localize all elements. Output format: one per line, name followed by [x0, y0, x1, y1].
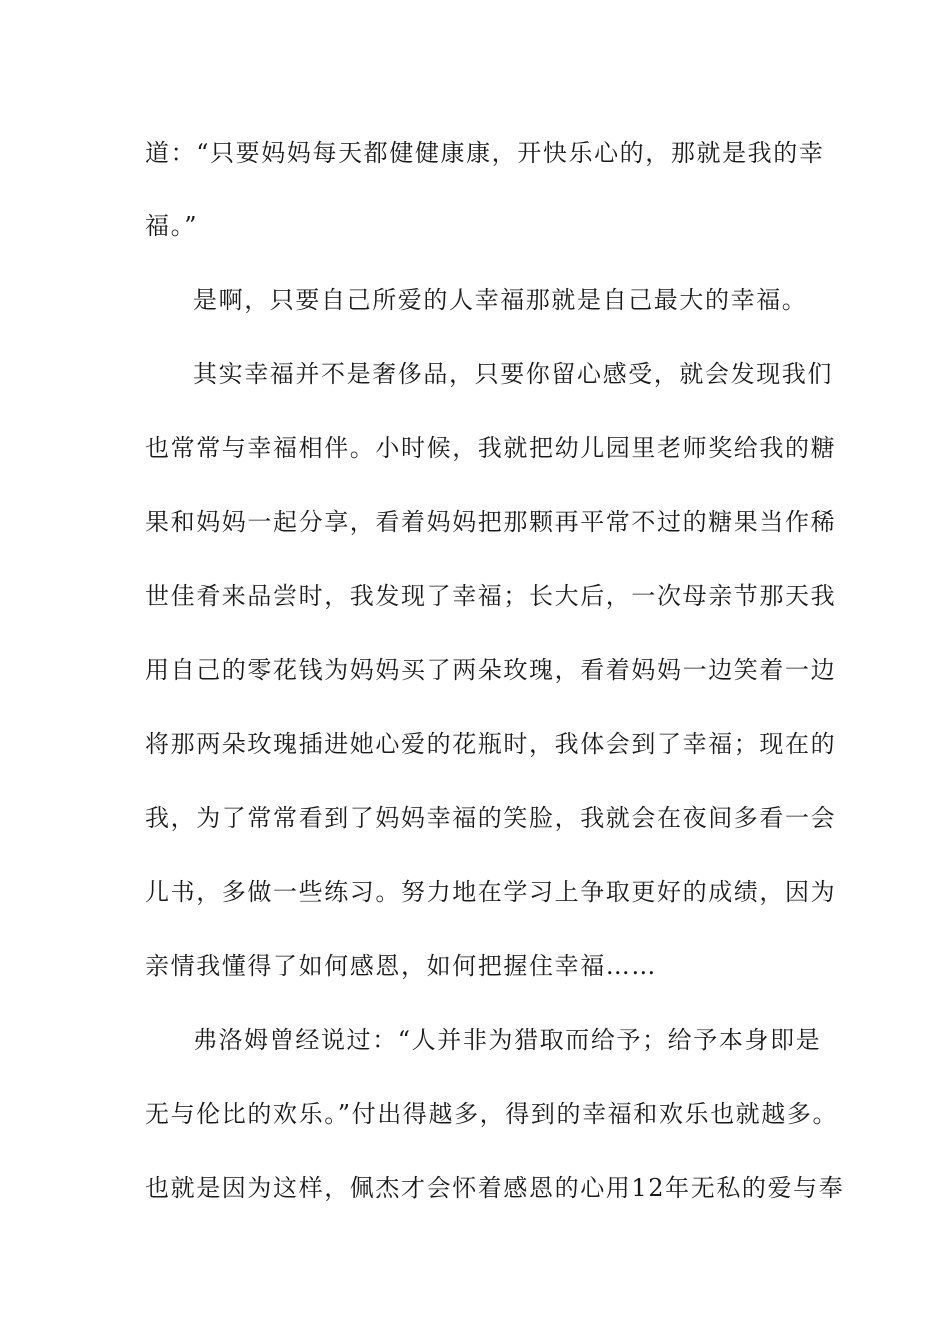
text-line: 亲情我懂得了如何感恩，如何把握住幸福…… [145, 952, 657, 980]
paragraph-first-line: 其实幸福并不是奢侈品，只要你留心感受，就会发现我们 [193, 360, 833, 388]
text-line: 我，为了常常看到了妈妈幸福的笑脸，我就会在夜间多看一会 [145, 804, 837, 832]
text-line: 无与伦比的欢乐。”付出得越多，得到的幸福和欢乐也就越多。 [145, 1100, 839, 1128]
paragraph-first-line: 弗洛姆曾经说过：“人并非为猎取而给予；给予本身即是 [193, 1026, 822, 1054]
text-line: 儿书，多做一些练习。努力地在学习上争取更好的成绩，因为 [145, 878, 837, 906]
text-line: 果和妈妈一起分享，看着妈妈把那颗再平常不过的糖果当作稀 [145, 508, 837, 536]
text-line: 道：“只要妈妈每天都健健康康，开快乐心的，那就是我的幸 [145, 139, 825, 167]
text-line: 也就是因为这样，佩杰才会怀着感恩的心用12年无私的爱与奉 [145, 1174, 845, 1202]
paragraph-first-line: 是啊，只要自己所爱的人幸福那就是自己最大的幸福。 [193, 286, 808, 314]
text-line: 福。” [145, 212, 199, 240]
text-line: 也常常与幸福相伴。小时候，我就把幼儿园里老师奖给我的糖 [145, 434, 837, 462]
text-line: 将那两朵玫瑰插进她心爱的花瓶时，我体会到了幸福；现在的 [145, 730, 837, 758]
text-line: 世佳肴来品尝时，我发现了幸福；长大后，一次母亲节那天我 [145, 582, 837, 610]
text-line: 用自己的零花钱为妈妈买了两朵玫瑰，看着妈妈一边笑着一边 [145, 656, 837, 684]
